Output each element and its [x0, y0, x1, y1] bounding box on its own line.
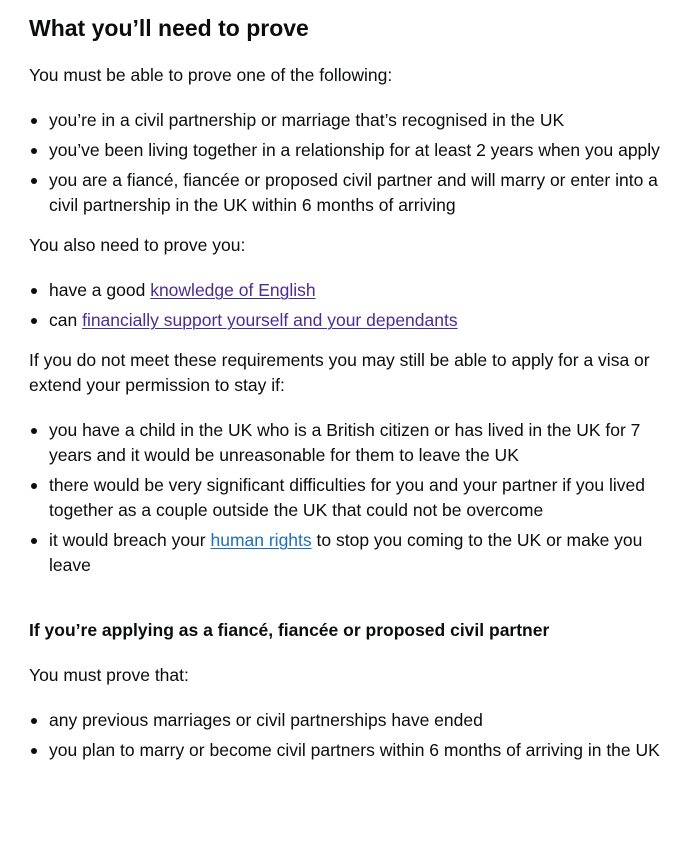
list-item-human-rights — [29, 528, 667, 578]
list-item-finance — [29, 308, 667, 333]
not-meet-text: If you do not meet these requirements you may still be able to apply for a visa or extend your permission to stay if: — [29, 350, 650, 395]
fiance-subheading: If you’re applying as a fiancé, fiancée or proposed civil partner — [29, 620, 550, 640]
intro-text: You must be able to prove one of the following: — [29, 65, 393, 85]
list-item: you plan to marry or become civil partners within 6 months of arriving in the UK — [29, 738, 667, 763]
also-list — [29, 278, 667, 333]
exceptions-list — [29, 418, 667, 578]
finance-prefix: can — [49, 310, 83, 330]
list-item: you’re in a civil partnership or marriage that’s recognised in the UK — [29, 108, 667, 133]
list-item: you are a fiancé, fiancée or proposed civil partner and will marry or enter into a civil partnership in the UK within 6 months of arriving — [29, 168, 667, 218]
must-prove-text: You must prove that: — [29, 665, 189, 685]
page-heading: What you’ll need to prove — [29, 15, 309, 41]
financial-support-link[interactable]: financially support yourself and your dependants — [82, 310, 458, 330]
also-need-text: You also need to prove you: — [29, 235, 246, 255]
knowledge-of-english-link[interactable]: knowledge of English — [150, 280, 316, 300]
human-rights-link[interactable]: human rights — [210, 530, 312, 550]
list-item: there would be very significant difficulties for you and your partner if you lived together as a couple outside the UK that could not be overcome — [29, 473, 667, 523]
main-content — [0, 13, 697, 763]
prove-list — [29, 108, 667, 218]
list-item: you have a child in the UK who is a British citizen or has lived in the UK for 7 years and it would be unreasonable for them to leave the UK — [29, 418, 667, 468]
list-item-english — [29, 278, 667, 303]
fiance-list — [29, 708, 667, 763]
rights-suffix: to stop you coming to the UK or make you leave — [49, 530, 643, 575]
list-item: you’ve been living together in a relationship for at least 2 years when you apply — [29, 138, 667, 163]
english-prefix: have a good — [49, 280, 151, 300]
list-item: any previous marriages or civil partnerships have ended — [29, 708, 667, 733]
rights-prefix: it would breach your — [49, 530, 211, 550]
